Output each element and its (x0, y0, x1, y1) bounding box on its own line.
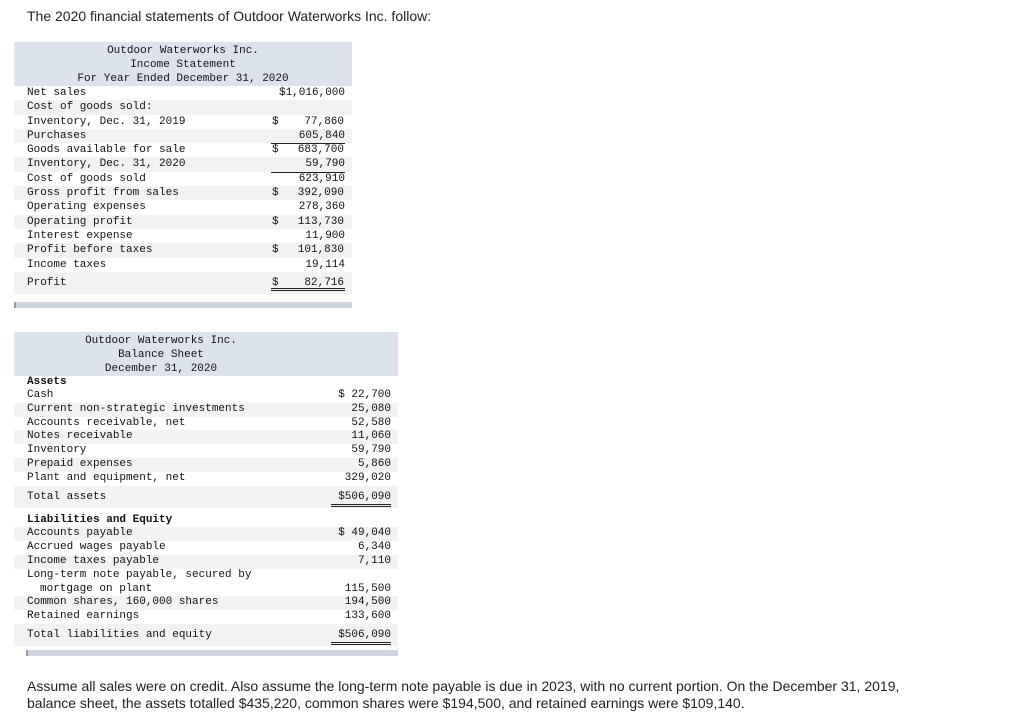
amount: 82,716 (304, 276, 344, 289)
row-profit (14, 272, 352, 294)
row-common-shares (14, 596, 398, 610)
amount: $1,016,000 (271, 86, 345, 101)
row-interest-expense (14, 229, 352, 243)
label: Plant and equipment, net (27, 471, 186, 484)
dollar: $ (272, 115, 279, 128)
label: Profit (27, 276, 67, 289)
label: Cost of goods sold (27, 172, 146, 185)
amount: 6,340 (357, 541, 391, 554)
amount: 623,910 (271, 172, 345, 187)
double-underline (271, 288, 345, 291)
amount: 59,790 (271, 157, 345, 172)
label: Inventory, Dec. 31, 2019 (27, 115, 186, 128)
label: Profit before taxes (27, 244, 153, 257)
row-cash (14, 389, 398, 403)
label: Interest expense (27, 229, 133, 242)
row-le-header (14, 514, 398, 528)
label: Accounts payable (27, 527, 133, 540)
row-gross-profit (14, 186, 352, 200)
dollar: $ (272, 215, 279, 228)
row-inv-2019 (14, 115, 352, 129)
row-accounts-payable (14, 527, 398, 541)
label: Gross profit from sales (27, 187, 179, 200)
amount: 25,080 (351, 402, 391, 415)
label: Assets (27, 376, 67, 388)
row-long-term-note (14, 569, 398, 597)
row-operating-profit (14, 215, 352, 229)
income-bottom-spacer (14, 294, 352, 300)
label: Goods available for sale (27, 144, 186, 157)
row-investments (14, 403, 398, 417)
row-accrued-wages (14, 541, 398, 555)
label: Operating expenses (27, 201, 146, 214)
label: Inventory, Dec. 31, 2020 (27, 158, 186, 171)
amount: 605,840 (271, 129, 345, 144)
amount: 11,060 (351, 430, 391, 443)
income-company: Outdoor Waterworks Inc. (107, 45, 259, 57)
amount: 52,580 (351, 416, 391, 429)
dollar: $ (272, 187, 279, 200)
income-statement (14, 42, 352, 300)
label: Common shares, 160,000 shares (27, 596, 219, 609)
label: Accrued wages payable (27, 541, 166, 554)
row-inv-2020 (14, 157, 352, 171)
income-statement-header (14, 42, 352, 86)
amount: 77,860 (304, 115, 344, 128)
balance-sheet-header (14, 332, 398, 376)
label: Prepaid expenses (27, 457, 133, 470)
amount: 113,730 (297, 215, 344, 228)
label: Income taxes (27, 258, 107, 271)
label-line-2: mortgage on plant (40, 582, 153, 595)
row-total-assets (14, 486, 398, 508)
balance-date: December 31, 2020 (104, 363, 218, 375)
label: Notes receivable (27, 430, 133, 443)
amount: 19,114 (271, 258, 345, 273)
row-inventory (14, 444, 398, 458)
dollar: $ (272, 276, 279, 289)
label: Purchases (27, 129, 87, 142)
amount: 194,500 (344, 596, 391, 609)
row-goods-available (14, 143, 352, 157)
row-accounts-receivable (14, 417, 398, 431)
row-profit-before-taxes (14, 243, 352, 257)
row-operating-expenses (14, 200, 352, 214)
row-cogs-header (14, 100, 352, 114)
label: Accounts receivable, net (27, 416, 186, 429)
amount: 329,020 (331, 472, 391, 487)
row-net-sales (14, 86, 352, 100)
row-notes-receivable (14, 430, 398, 444)
double-underline (331, 504, 391, 507)
amount: $ 49,040 (338, 527, 391, 540)
double-underline (331, 642, 391, 645)
outro-text: Assume all sales were on credit. Also assume the long-term note payable is due in 2023, with no current portion. On the December 31, 2019, balance sheet, the assets totalled $435,220, common shares were $194,500, and retained earnings were $109,140. (27, 678, 900, 711)
income-footer-bar (14, 302, 352, 308)
balance-footer-bar (26, 650, 398, 656)
amount: 278,360 (271, 200, 345, 215)
row-total-le (14, 624, 398, 646)
amount: 7,110 (357, 554, 391, 567)
balance-company: Outdoor Waterworks Inc. (85, 335, 237, 347)
amount: 11,900 (271, 229, 345, 244)
row-assets-header (14, 376, 398, 389)
row-purchases (14, 129, 352, 143)
label: Current non-strategic investments (27, 402, 245, 415)
label: Long-term note payable, secured by (27, 568, 252, 581)
label: Liabilities and Equity (27, 513, 173, 526)
row-plant-equipment (14, 472, 398, 486)
income-period: For Year Ended December 31, 2020 (77, 73, 289, 85)
label: Total assets (27, 490, 107, 503)
amount: $ 22,700 (338, 389, 391, 401)
row-retained-earnings (14, 610, 398, 624)
amount: 683,700 (297, 144, 344, 157)
row-income-taxes-payable (14, 555, 398, 569)
amount: 392,090 (297, 187, 344, 200)
amount: $506,090 (338, 490, 391, 503)
label: Cost of goods sold: (27, 101, 153, 114)
label: Cash (27, 389, 54, 401)
label: Retained earnings (27, 610, 140, 623)
label: Total liabilities and equity (27, 628, 212, 641)
amount: 101,830 (297, 244, 344, 257)
dollar: $ (272, 144, 279, 157)
label: Inventory (27, 444, 87, 457)
balance-title: Balance Sheet (118, 349, 204, 361)
row-income-taxes (14, 258, 352, 272)
intro-text: The 2020 financial statements of Outdoor Waterworks Inc. follow: (27, 8, 432, 24)
amount: $506,090 (338, 628, 391, 641)
label: Income taxes payable (27, 554, 160, 567)
amount: 59,790 (351, 444, 391, 457)
label: Operating profit (27, 215, 133, 228)
amount: 133,600 (331, 610, 391, 625)
row-cogs (14, 172, 352, 186)
label: Net sales (27, 87, 87, 99)
row-prepaid (14, 458, 398, 472)
income-title: Income Statement (130, 59, 236, 71)
dollar: $ (272, 244, 279, 257)
balance-sheet (14, 332, 398, 646)
amount: 115,500 (344, 582, 391, 595)
amount: 5,860 (357, 457, 391, 470)
